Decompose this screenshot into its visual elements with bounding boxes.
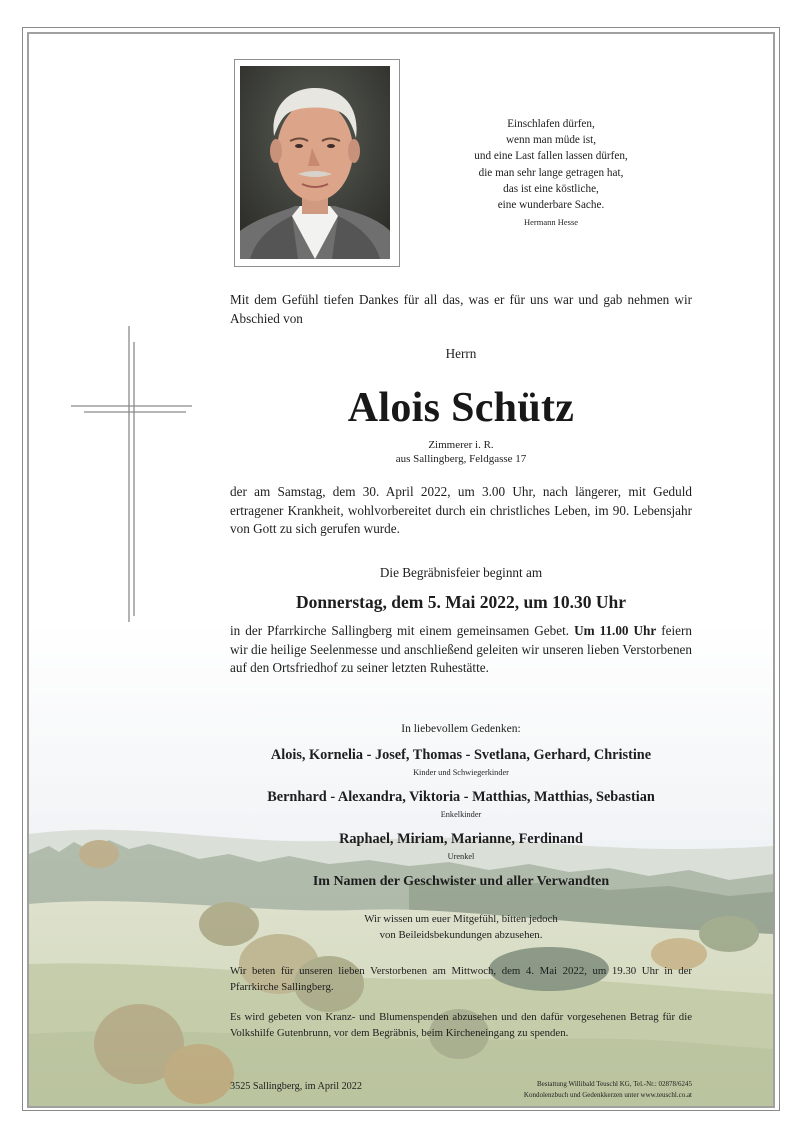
funeral-intro: Die Begräbnisfeier beginnt am [379, 565, 543, 580]
quote-line: und eine Last fallen lassen dürfen, [474, 150, 628, 163]
funeral-details [230, 622, 692, 678]
salutation: Herrn [445, 346, 477, 361]
quote-line: das ist eine köstliche, [503, 182, 599, 195]
mourner-names-children: Alois, Kornelia - Josef, Thomas - Svetlana, Gerhard, Christine [270, 747, 652, 763]
footer-website: Kondolenzbuch und Gedenkkerzen unter www.teuschl.co.at [523, 1091, 692, 1099]
mourner-relation-great-grandchildren: Urenkel [447, 852, 475, 861]
condolence-line-1: Wir wissen um euer Mitgefühl, bitten jedoch [364, 913, 558, 925]
intro-text: Mit dem Gefühl tiefen Dankes für all das, was er für uns war und gab nehmen wir Abschied von [230, 292, 692, 326]
quote-author: Hermann Hesse [523, 217, 579, 228]
deceased-residence: aus Sallingberg, Feldgasse 17 [395, 453, 527, 465]
funeral-details-part2: feiern wir die heilige Seelenmesse und anschließend geleiten wir unseren lieben Verstorbenen auf den Ortsfriedhof zu seiner letzten Ruhestätte. [230, 623, 692, 675]
condolence-line-2: von Beileidsbekundungen abzusehen. [379, 929, 543, 941]
mourner-names-great-grandchildren: Raphael, Miriam, Marianne, Ferdinand [339, 831, 583, 847]
funeral-date: Donnerstag, dem 5. Mai 2022, um 10.30 Uhr [295, 592, 627, 612]
funeral-mass-time: Um 11.00 Uhr [574, 623, 657, 638]
mourners-intro: In liebevollem Gedenken: [401, 723, 521, 735]
mourners-closing: Im Namen der Geschwister und aller Verwandten [312, 874, 610, 889]
quote-line: Einschlafen dürfen, [507, 118, 595, 130]
mourner-relation-grandchildren: Enkelkinder [440, 810, 482, 819]
footer-place-date: 3525 Sallingberg, im April 2022 [230, 1081, 362, 1092]
mourner-relation-children: Kinder und Schwiegerkinder [413, 768, 509, 777]
deceased-name: Alois Schütz [347, 385, 575, 431]
cross-icon [68, 324, 194, 624]
deceased-occupation: Zimmerer i. R. [428, 439, 494, 451]
mourner-names-grandchildren: Bernhard - Alexandra, Viktoria - Matthias, Matthias, Sebastian [267, 789, 655, 805]
quote-line: wenn man müde ist, [505, 134, 597, 147]
quote-line: die man sehr lange getragen hat, [478, 166, 624, 179]
funeral-details-part1: in der Pfarrkirche Sallingberg mit einem gemeinsamen Gebet. [230, 623, 570, 638]
prayer-notice: Wir beten für unseren lieben Verstorbenen am Mittwoch, dem 4. Mai 2022, um 19.30 Uhr in der Pfarrkirche Sallingberg. [230, 965, 692, 993]
donation-notice: Es wird gebeten von Kranz- und Blumenspenden abzusehen und den dafür vorgesehenen Betrag für die Volkshilfe Gutenbrunn, vor dem Begräbnis, beim Kircheneingang zu spenden. [230, 1011, 692, 1039]
quote-block [440, 116, 662, 229]
footer-undertaker: Bestattung Willibald Teuschl KG, Tel.-Nr.: 02878/6245 [536, 1080, 692, 1088]
portrait-photo [240, 66, 390, 259]
death-notice: der am Samstag, dem 30. April 2022, um 3.00 Uhr, nach längerer, mit Geduld ertragener Krankheit, wohlvorbereitet durch ein christliches Leben, im 90. Lebensjahr von Gott zu sich gerufen wurde. [230, 484, 692, 536]
quote-line: eine wunderbare Sache. [497, 199, 605, 212]
